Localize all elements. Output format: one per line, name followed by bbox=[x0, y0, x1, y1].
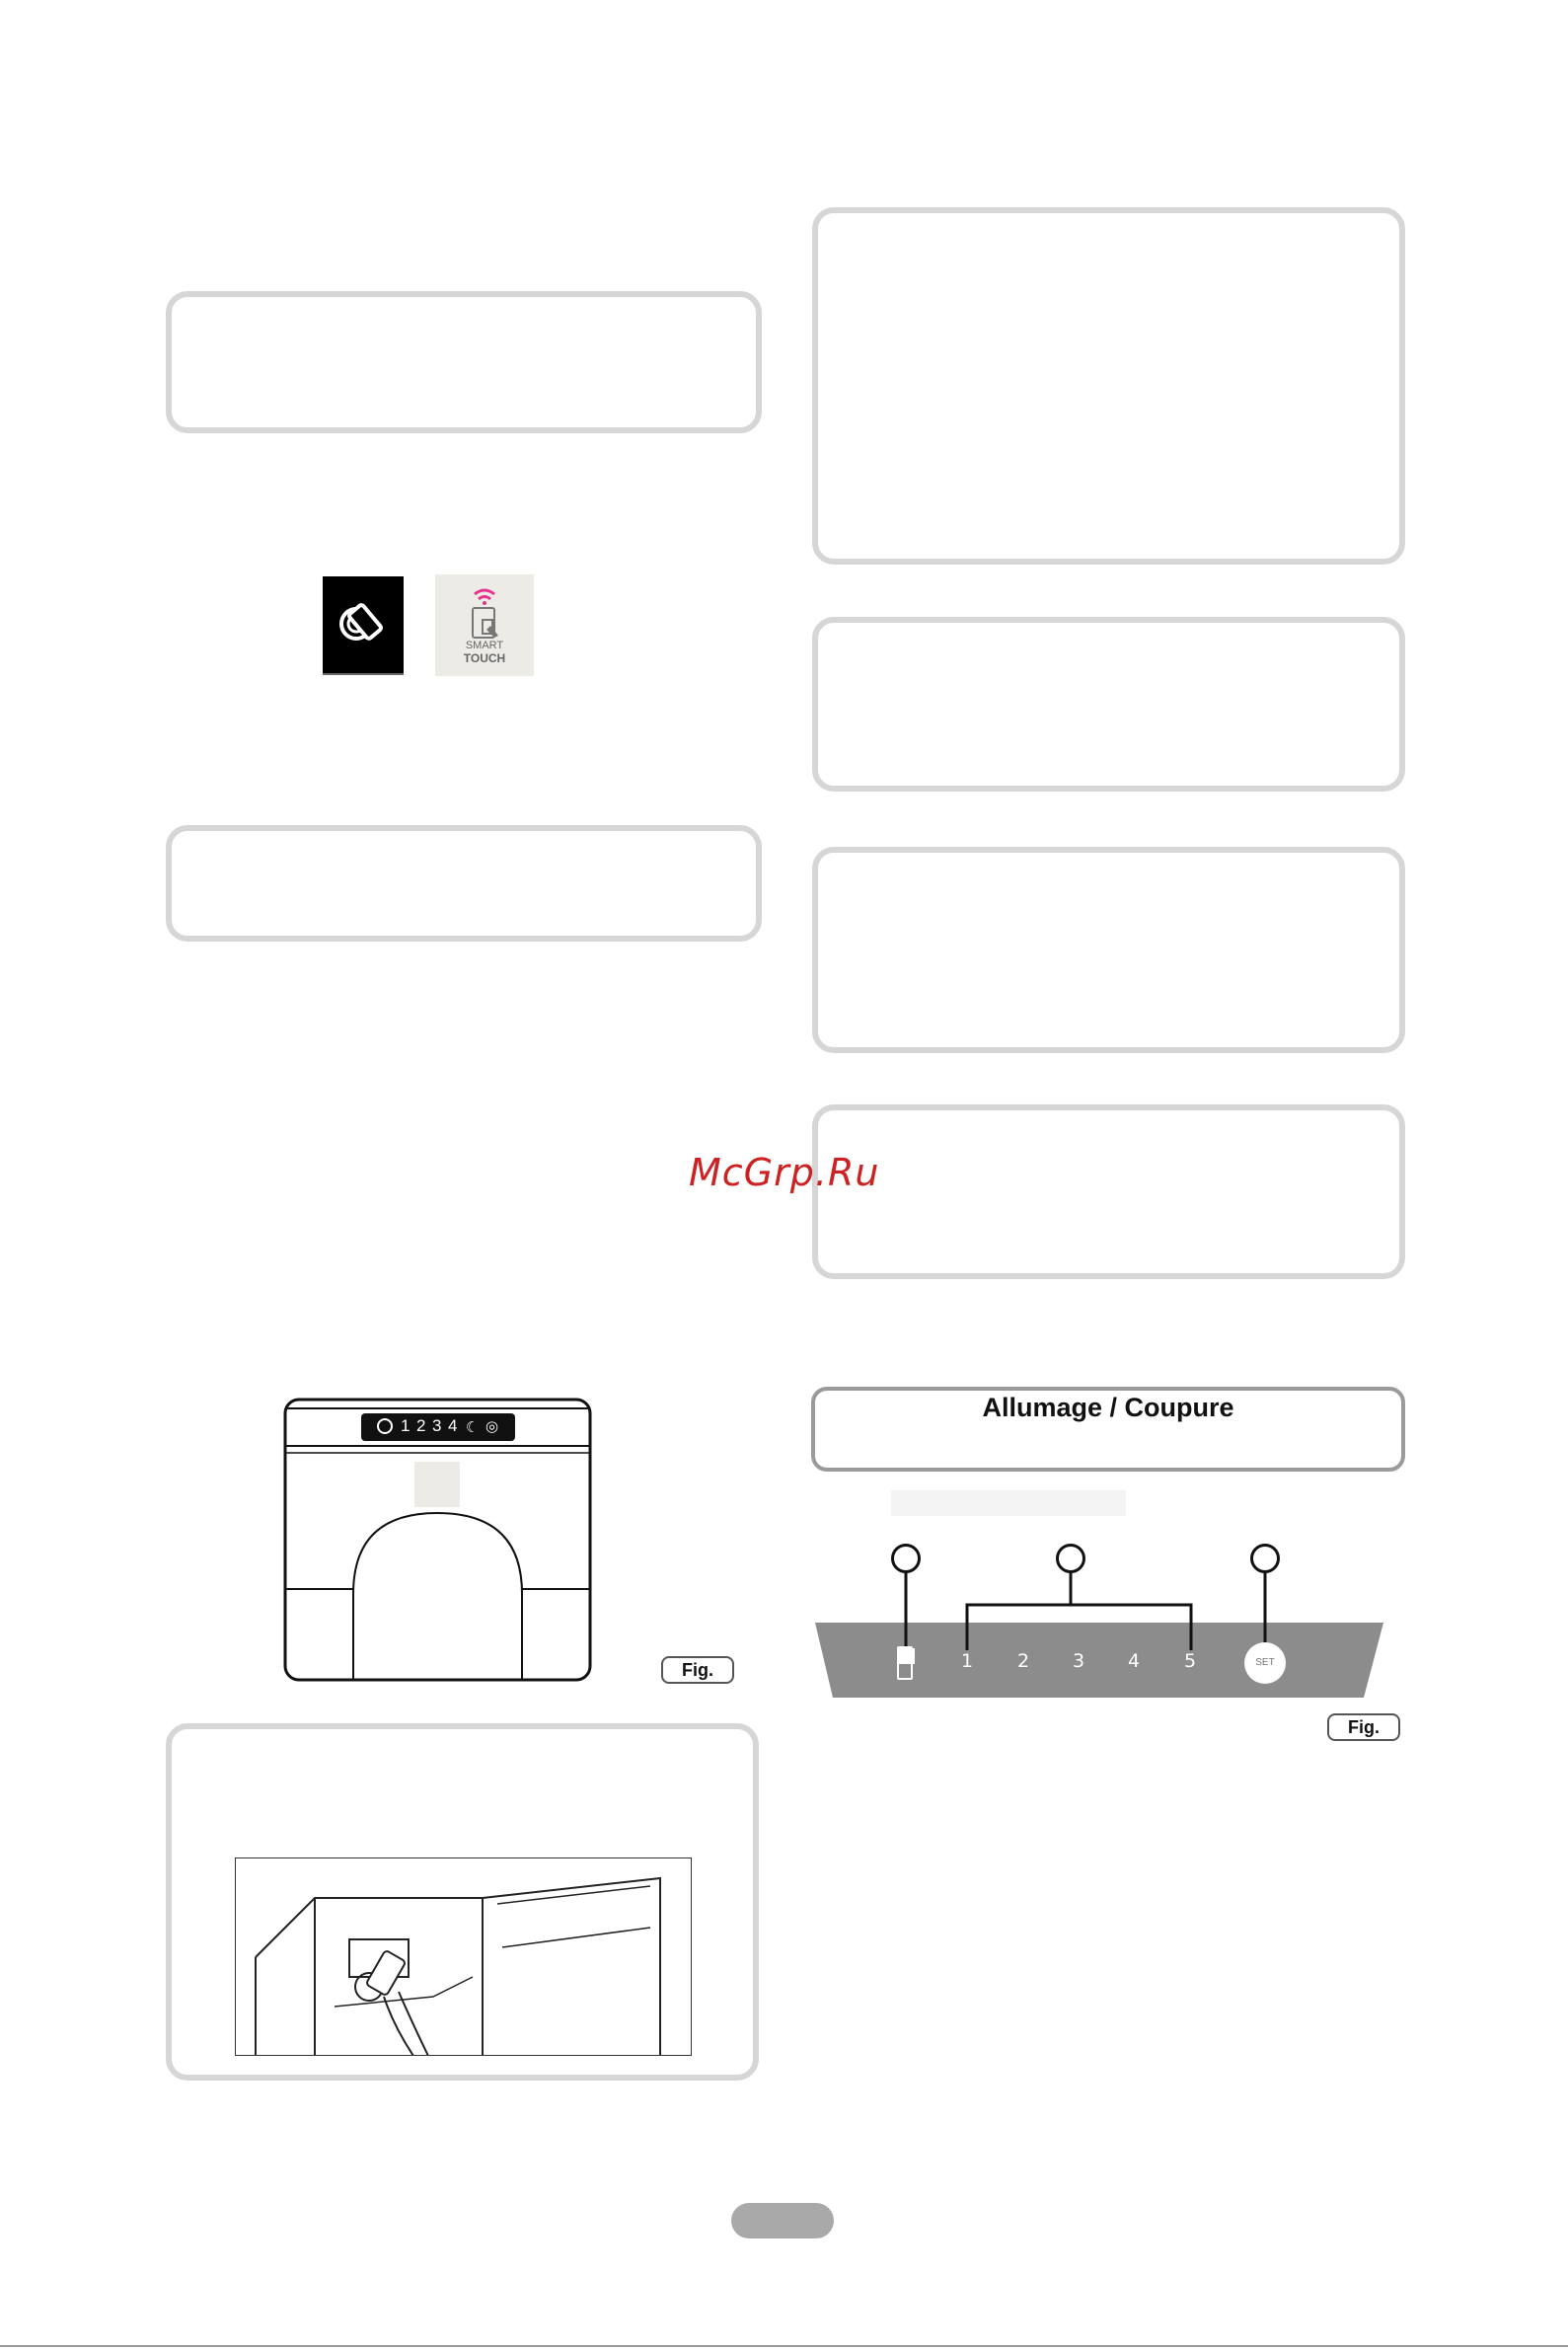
callout-levels bbox=[1056, 1544, 1085, 1573]
figure-label-right: Fig. bbox=[1327, 1713, 1400, 1741]
temp-level-1[interactable]: 1 bbox=[961, 1650, 974, 1672]
callout-power bbox=[891, 1544, 921, 1573]
fridge-interior-illustration bbox=[235, 1857, 692, 2056]
text-box-7 bbox=[812, 1104, 1405, 1279]
watermark: McGrp.Ru bbox=[689, 1151, 880, 1194]
text-box-6 bbox=[812, 847, 1405, 1053]
temp-level-5[interactable]: 5 bbox=[1184, 1650, 1197, 1672]
fridge-panel-digit: 4 bbox=[448, 1416, 458, 1435]
temp-level-2[interactable]: 2 bbox=[1017, 1650, 1030, 1672]
text-box-1 bbox=[166, 291, 762, 433]
section-title: Allumage / Coupure bbox=[982, 1393, 1234, 1422]
smart-touch-line1: SMART bbox=[465, 640, 504, 651]
set-button[interactable]: SET bbox=[1244, 1642, 1286, 1684]
text-box-4 bbox=[812, 207, 1405, 565]
temp-level-3[interactable]: 3 bbox=[1073, 1650, 1085, 1672]
fridge-panel-digit: 1 bbox=[401, 1416, 411, 1435]
fridge-panel-nfc-icon: ◎ bbox=[485, 1418, 499, 1435]
smart-touch-logo bbox=[435, 574, 534, 676]
figure-label-left: Fig. bbox=[661, 1656, 734, 1684]
nfc-tap-icon bbox=[323, 576, 404, 675]
text-box-5 bbox=[812, 617, 1405, 792]
page-number-pill bbox=[731, 2203, 834, 2238]
fridge-panel-digit: 3 bbox=[432, 1416, 442, 1435]
fridge-panel-power-icon bbox=[377, 1418, 393, 1434]
temp-level-4[interactable]: 4 bbox=[1128, 1650, 1141, 1672]
text-box-3 bbox=[166, 1723, 759, 2081]
fridge-front-illustration bbox=[282, 1397, 593, 1683]
text-box-2 bbox=[166, 825, 762, 942]
control-panel-diagram bbox=[815, 1540, 1387, 1707]
bottom-rule bbox=[0, 2345, 1568, 2347]
callout-set bbox=[1250, 1544, 1280, 1573]
smart-touch-line2: TOUCH bbox=[463, 651, 506, 665]
fridge-panel-moon-icon: ☾ bbox=[466, 1419, 480, 1436]
fridge-panel-digit: 2 bbox=[416, 1416, 426, 1435]
power-switch-icon[interactable] bbox=[897, 1646, 913, 1680]
faint-text-line bbox=[891, 1490, 1126, 1516]
section-title-box bbox=[811, 1387, 1405, 1472]
